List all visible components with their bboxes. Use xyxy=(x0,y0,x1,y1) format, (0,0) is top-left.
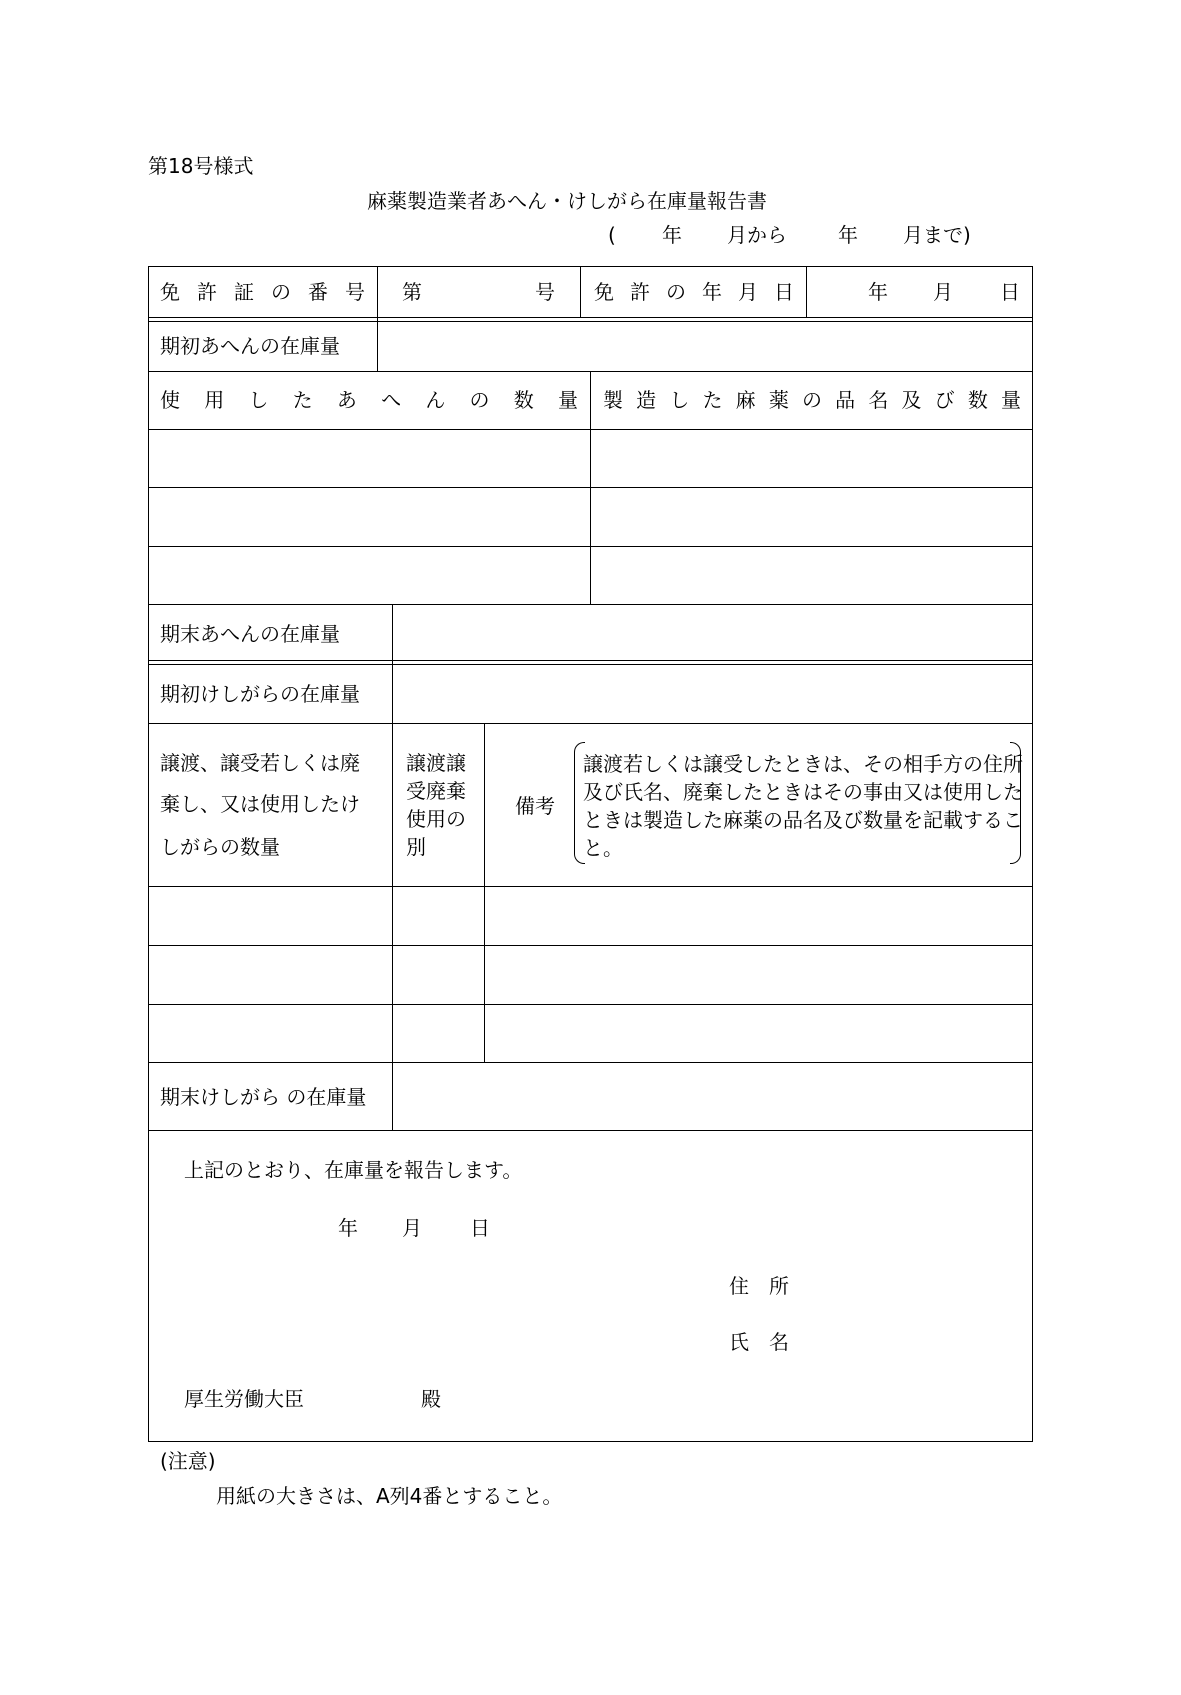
license-number-label: 免許証の番号 xyxy=(160,280,365,304)
remarks-note: 譲渡若しくは譲受したときは、その相手方の住所及び氏名、廃棄したときはその事由又は使用したときは製造した麻薬の品名及び数量を記載すること。 xyxy=(583,752,1023,860)
opium-start-label: 期初あへんの在庫量 xyxy=(160,334,340,358)
poppy-qty-label-line: しがらの数量 xyxy=(160,835,280,859)
report-day[interactable]: 日 xyxy=(470,1216,490,1240)
period-year-to: 年 xyxy=(838,223,858,247)
notes-heading: (注意) xyxy=(160,1449,216,1473)
footer-statement: 上記のとおり、在庫量を報告します。 xyxy=(184,1158,523,1182)
opium-end-label: 期末あへんの在庫量 xyxy=(160,622,340,646)
poppy-end-label: 期末けしがら の在庫量 xyxy=(160,1085,367,1109)
period-open: ( xyxy=(608,223,616,247)
license-number-prefix: 第 xyxy=(402,280,422,304)
type-label-line: 別 xyxy=(406,835,426,859)
license-date-month[interactable]: 月 xyxy=(933,280,953,304)
period-month-to: 月まで) xyxy=(903,223,971,247)
type-label-line: 譲渡譲 xyxy=(406,751,466,775)
report-month[interactable]: 月 xyxy=(402,1216,422,1240)
remarks-label: 備考 xyxy=(515,794,555,818)
notes-item: 用紙の大きさは、A列4番とすること。 xyxy=(216,1484,563,1508)
form-title: 麻薬製造業者あへん・けしがら在庫量報告書 xyxy=(367,189,767,213)
name-label: 氏 名 xyxy=(729,1330,789,1354)
type-label-line: 使用の xyxy=(406,807,466,831)
period-month-from: 月から xyxy=(727,223,787,247)
poppy-qty-label-line: 譲渡、譲受若しくは廃 xyxy=(160,751,360,775)
addressee: 厚生労働大臣 xyxy=(184,1387,304,1411)
poppy-start-label: 期初けしがらの在庫量 xyxy=(160,682,360,706)
address-label: 住 所 xyxy=(729,1274,789,1298)
narcotics-made-label: 製造した麻薬の品名及び数量 xyxy=(603,388,1021,412)
period-year-from: 年 xyxy=(662,223,682,247)
license-date-year[interactable]: 年 xyxy=(868,280,888,304)
license-number-field[interactable]: 号 xyxy=(535,280,555,304)
license-date-day[interactable]: 日 xyxy=(1000,280,1020,304)
honorific: 殿 xyxy=(421,1387,441,1411)
poppy-qty-label-line: 棄し、又は使用したけ xyxy=(160,792,360,816)
form-number: 第18号様式 xyxy=(148,154,254,178)
opium-used-label: 使用したあへんの数量 xyxy=(160,388,578,412)
report-year[interactable]: 年 xyxy=(338,1216,358,1240)
license-date-label: 免許の年月日 xyxy=(594,280,794,304)
type-label-line: 受廃棄 xyxy=(406,779,466,803)
